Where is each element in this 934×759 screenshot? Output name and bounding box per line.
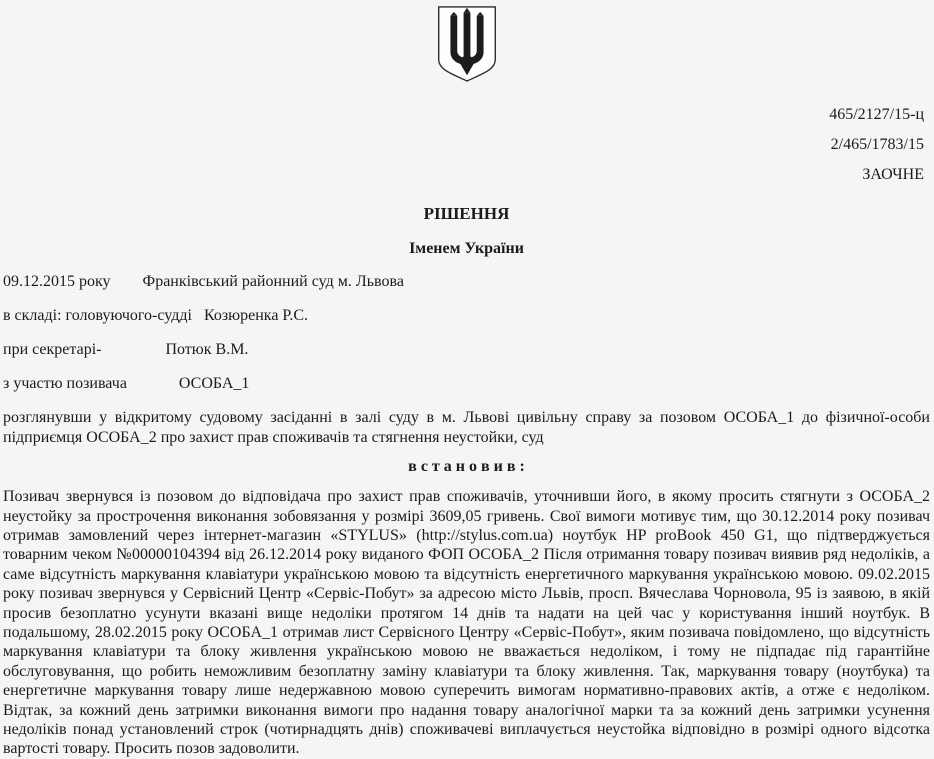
meta-line-judge: в складі: головуючого-судді Козюренка Р.С. (3, 307, 308, 324)
case-number-secondary: 2/465/1783/15 (830, 136, 924, 153)
decision-type-label: ЗАОЧНЕ (862, 166, 924, 183)
meta-line-secretary: при секретарі- Потюк В.М. (3, 341, 249, 358)
ukraine-trident-icon (436, 5, 498, 83)
decision-title: РІШЕННЯ (423, 204, 510, 223)
case-number-primary: 465/2127/15-ц (829, 106, 924, 123)
coat-of-arms-container (3, 0, 930, 83)
meta-line-plaintiff: з участю позивача ОСОБА_1 (3, 375, 250, 392)
intro-paragraph: розглянувши у відкритому судовому засіданні в залі суду в м. Львові цивільну справу за позовом ОСОБА_1 до фізичної-особи підприємця ОСОБА_2 про захист прав споживачів та стягнення неустойки, суд (3, 409, 930, 446)
meta-line-date-court: 09.12.2015 року Франківський районний суд м. Львова (3, 273, 404, 290)
case-numbers-block (3, 100, 930, 190)
established-heading: в с т а н о в и в : (408, 458, 525, 476)
court-meta-block (3, 272, 930, 394)
decision-subtitle: Іменем України (409, 240, 524, 257)
body-paragraph: Позивач звернувся із позовом до відповідача про захист прав споживачів, уточнивши його, в якому просить стягнути з ОСОБА_2 неустойку за прострочення виконання зобовязання у розмірі 3609,05 гривень. Свої вимоги мотивує тим, що 30.12.2014 року позивач отримав замовлений через інтернет-магазин «STYLUS» (http://stylus.com.ua) ноутбук HP proBook 450 G1, що підтверджується товарним чеком №00000104394 від 26.12.2014 року виданого ФОП ОСОБА_2 Після отримання товару позивач виявив ряд недоліків, а саме відсутність маркування клавіатури українською мовою та відсутність енергетичного маркування українською мовою. 09.02.2015 року позивач звернувся у Сервісний Центр «Сервіс-Побут» за адресою місто Львів, просп. Вячеслава Чорновола, 95 із заявою, в якій просив безоплатно усунути вказані вище недоліки протягом 14 днів та надати на цей час у користування інший ноутбук. В подальшому, 28.02.2015 року ОСОБА_1 отримав лист Сервісного Центру «Сервіс-Побут», яким позивача повідомлено, що відсутність маркування клавіатури та блоку живлення українською мовою не вважається недоліком, і тому не підпадає під гарантійне обслуговування, що робить неможливим безоплатну заміну клавіатури та блоку живлення. Так, маркування товару (ноутбука) та енергетичне маркування товару лише недержавною мовою суперечить вимогам нормативно-правових актів, а отже є недоліком. Відтак, за кожний день затримки виконання вимоги про надання товару аналогічної марки та за кожний день затримки усунення недоліків понад установлений строк (чотирнадцять днів) споживачеві виплачується неустойка відповідно в розмірі одного відсотка вартості товару. Просить позов задоволити. (3, 488, 930, 758)
